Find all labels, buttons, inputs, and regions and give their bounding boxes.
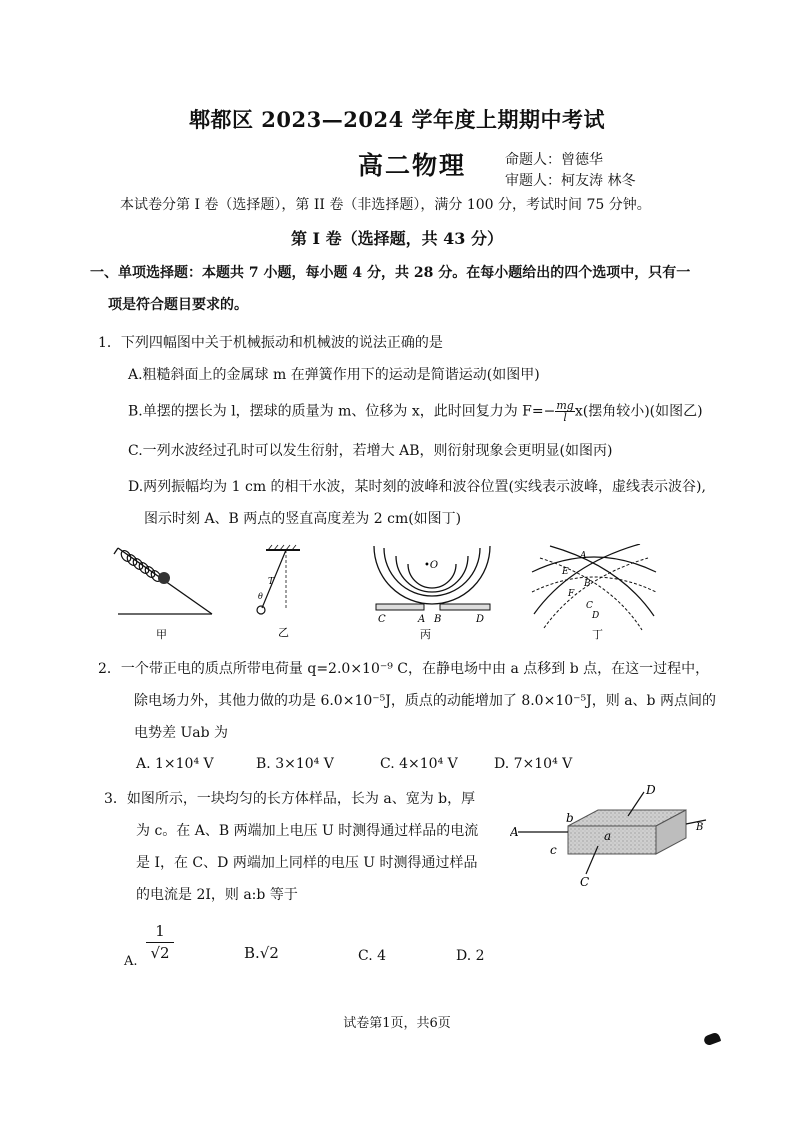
figure-bing-label: 丙 — [420, 628, 431, 640]
q1-option-c: C.一列水波经过孔时可以发生衍射，若增大 AB，则衍射现象会更明显(如图丙) — [128, 443, 613, 459]
point-a-label: A — [418, 614, 426, 625]
q2-option-d: D. 7×10⁴ V — [494, 756, 573, 772]
q2-option-c: C. 4×10⁴ V — [380, 756, 458, 772]
source-o-label: •O — [424, 560, 439, 571]
section-heading-line2: 项是符合题目要求的。 — [108, 297, 248, 313]
figure-bing — [368, 544, 498, 640]
reviewer-line: 审题人：柯友涛 林冬 — [505, 173, 636, 189]
ding-d-label: D — [592, 611, 600, 621]
point-d-label: D — [476, 614, 485, 625]
exam-title: 郫都区 2023—2024 学年度上期期中考试 — [188, 107, 605, 132]
figure-yi — [240, 544, 310, 640]
q3-a-terminal: A — [510, 825, 519, 839]
q3-option-a-fraction-bar — [146, 942, 174, 943]
q1-frac-den: l — [563, 411, 567, 424]
point-c-label: C — [378, 614, 386, 625]
metal-ball-icon — [158, 572, 170, 584]
q3-option-c: C. 4 — [358, 948, 387, 964]
q1-stem: 1．下列四幅图中关于机械振动和机械波的说法正确的是 — [98, 335, 443, 351]
q1-option-a: A.粗糙斜面上的金属球 m 在弹簧作用下的运动是简谐运动(如图甲) — [128, 367, 540, 383]
figure-ding — [530, 544, 660, 640]
ding-e-label: E — [562, 567, 569, 577]
figure-jia-label: 甲 — [156, 628, 167, 640]
ding-a-label: A — [580, 551, 587, 561]
part-one-title: 第 I 卷（选择题，共 43 分） — [290, 229, 504, 248]
exam-intro: 本试卷分第 I 卷（选择题），第 II 卷（非选择题），满分 100 分，考试时间 75 分钟。 — [120, 197, 651, 213]
tension-label: T — [268, 577, 275, 587]
q3-line1: 3．如图所示，一块均匀的长方体样品，长为 a、宽为 b，厚 — [104, 791, 476, 807]
page-footer: 试卷第1页，共6页 — [343, 1016, 451, 1031]
q1-frac-num: mg — [556, 399, 574, 412]
theta-label: θ — [258, 592, 263, 601]
q3-line3: 是 I，在 C、D 两端加上同样的电压 U 时测得通过样品 — [136, 855, 478, 871]
q3-option-a-prefix: A. — [124, 954, 138, 969]
q1-option-d-line2: 图示时刻 A、B 两点的竖直高度差为 2 cm(如图丁) — [144, 511, 462, 527]
solid-crest-arcs — [532, 544, 656, 616]
q1-option-b-pre: B.单摆的摆长为 l，摆球的质量为 m、位移为 x，此时回复力为 F=− — [128, 403, 556, 420]
barrier-right — [440, 604, 490, 610]
figure-ding-label: 丁 — [592, 628, 603, 640]
figure-yi-label: 乙 — [278, 626, 289, 639]
q3-thickness-c: c — [550, 843, 557, 857]
q2-line2: 除电场力外，其他力做的功是 6.0×10⁻⁵J，质点的动能增加了 8.0×10⁻⁵J，则 a、b 两点间的 — [134, 693, 716, 709]
q1-fraction — [555, 400, 574, 423]
q2-option-a: A. 1×10⁴ V — [136, 756, 214, 772]
subject-title: 高二物理 — [358, 151, 467, 180]
q3-d-terminal: D — [646, 783, 656, 797]
barrier-left — [376, 604, 424, 610]
q1-option-b — [128, 400, 703, 423]
q3-c-terminal: C — [580, 875, 590, 889]
ink-blot — [703, 1032, 721, 1047]
q2-option-b: B. 3×10⁴ V — [256, 756, 334, 772]
setter-line: 命题人：曾德华 — [505, 152, 603, 168]
ding-f-label: F — [568, 589, 575, 599]
wall-line — [114, 548, 118, 554]
pendulum-bob-icon — [257, 606, 265, 614]
q3-line4: 的电流是 2I，则 a:b 等于 — [136, 887, 298, 903]
figure-q3-block — [510, 780, 710, 892]
q1-option-d-line1: D.两列振幅均为 1 cm 的相干水波，某时刻的波峰和波谷位置(实线表示波峰，虚线表示波谷), — [128, 479, 706, 495]
figure-jia — [108, 540, 218, 640]
q3-option-d: D. 2 — [456, 948, 485, 964]
q1-option-b-post: x(摆角较小)(如图乙) — [574, 403, 703, 420]
q3-length-a: a — [604, 829, 612, 843]
q3-b-terminal: B — [696, 822, 704, 833]
q3-option-a-num: 1 — [155, 922, 165, 940]
q2-line3: 电势差 Uab 为 — [134, 725, 229, 741]
q3-width-b: b — [566, 811, 574, 825]
block-front-face — [568, 826, 656, 854]
q3-line2: 为 c。在 A、B 两端加上电压 U 时测得通过样品的电流 — [136, 823, 479, 839]
section-heading-line1: 一、单项选择题：本题共 7 小题，每小题 4 分，共 28 分。在每小题给出的四个选项中，只有一 — [90, 265, 691, 281]
q2-line1: 2．一个带正电的质点所带电荷量 q=2.0×10⁻⁹ C，在静电场中由 a 点移到 b 点，在这一过程中， — [98, 661, 710, 677]
wave-arcs — [374, 546, 490, 604]
point-b-label: B — [434, 614, 442, 625]
q3-option-a-den: √2 — [150, 944, 170, 962]
q3-option-b: B.√2 — [244, 944, 279, 962]
ding-c-label: C — [586, 601, 593, 611]
ding-b-label: B — [584, 579, 591, 589]
